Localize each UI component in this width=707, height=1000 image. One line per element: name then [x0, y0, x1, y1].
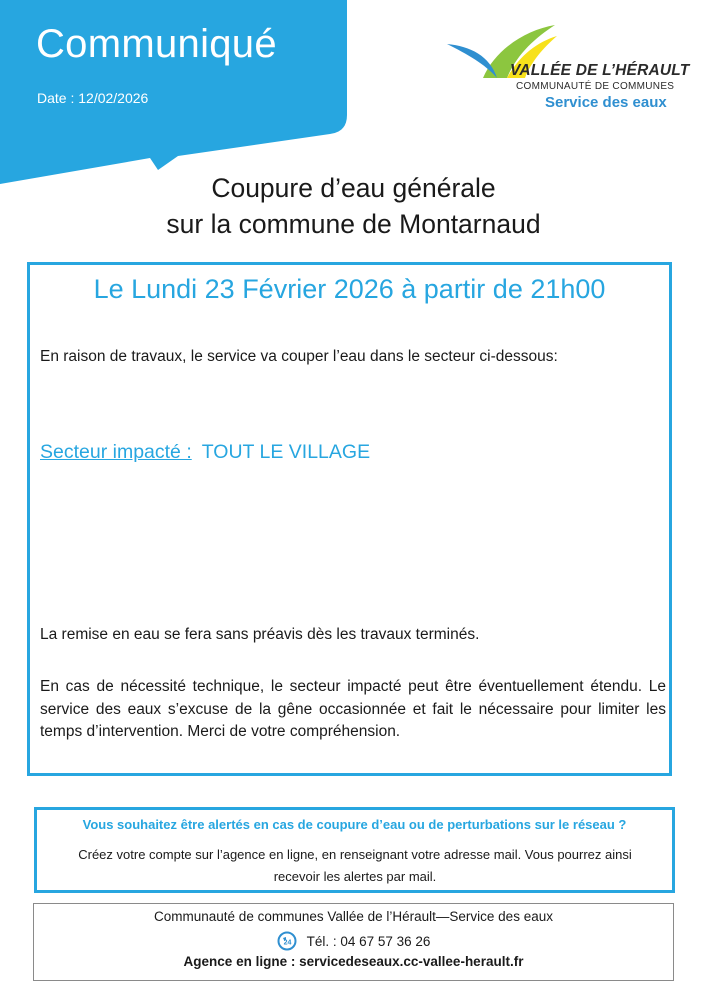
headline [0, 170, 707, 242]
footer-phone [34, 931, 673, 951]
communique-date: Date : 12/02/2026 [37, 90, 149, 106]
alert-title: Vous souhaitez être alertés en cas de coupure d’eau ou de perturbations sur le réseau ? [82, 817, 627, 832]
headline-line-1: Coupure d’eau générale [211, 173, 496, 203]
phone-24h-icon [277, 931, 297, 951]
logo-name: VALLÉE DE L’HÉRAULT [510, 62, 690, 79]
sector-value: TOUT LE VILLAGE [201, 441, 371, 463]
impacted-sector [40, 441, 370, 464]
svg-text:24: 24 [283, 939, 291, 947]
restore-notice: La remise en eau se fera sans préavis dès les travaux terminés. [40, 626, 480, 643]
phone-number: Tél. : 04 67 57 36 26 [306, 934, 431, 949]
footer-organization: Communauté de communes Vallée de l’Hérault—Service des eaux [154, 909, 553, 924]
page-title: Communiqué [36, 22, 277, 66]
online-agency-link[interactable]: Agence en ligne : servicedeseaux.cc-vallee-herault.fr [183, 954, 524, 969]
alert-box [34, 807, 675, 893]
notice-intro: En raison de travaux, le service va couper l’eau dans le secteur ci-dessous: [40, 348, 558, 365]
sector-label: Secteur impacté : [40, 441, 192, 463]
headline-line-2: sur la commune de Montarnaud [166, 209, 541, 239]
alert-text: Créez votre compte sur l’agence en ligne, en renseignant votre adresse mail. Vous pourrez ainsi recevoir les alertes par mail. [78, 847, 632, 884]
vallee-herault-logo [445, 20, 690, 120]
cut-date: Le Lundi 23 Février 2026 à partir de 21h00 [93, 274, 606, 304]
logo-service: Service des eaux [545, 94, 667, 111]
contact-footer [33, 903, 674, 981]
notice-box [27, 262, 672, 776]
technical-notice: En cas de nécessité technique, le secteur impacté peut être éventuellement étendu. Le service des eaux s’excuse de la gêne occasionnée et fait le nécessaire pour limiter les temps d’intervention. Merci de votre compréhension. [40, 678, 666, 740]
logo-subtitle: COMMUNAUTÉ DE COMMUNES [516, 81, 675, 92]
communique-banner [0, 0, 347, 184]
